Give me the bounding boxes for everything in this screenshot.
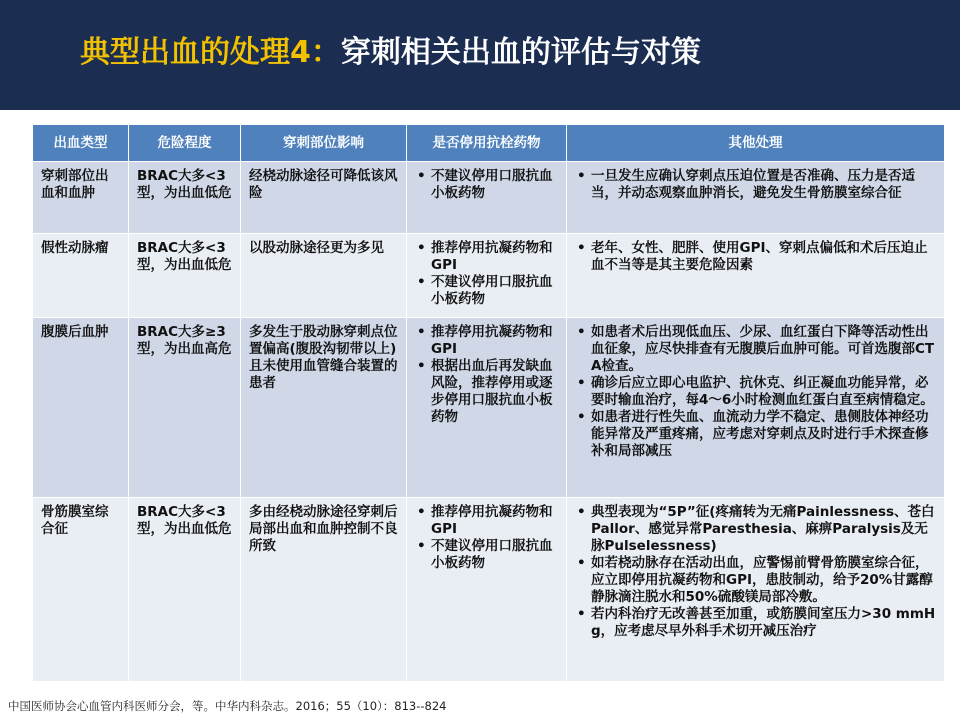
- cell-other: [567, 318, 945, 498]
- header-cell: 穿刺部位影响: [241, 125, 407, 162]
- table-row: [33, 234, 945, 318]
- cell-type: 假性动脉瘤: [33, 234, 129, 318]
- cell-risk: BRAC大多<3型，为出血低危: [129, 498, 241, 682]
- table-row: [33, 498, 945, 682]
- list-item: • 不建议停用口服抗血小板药物: [431, 168, 558, 202]
- cell-other: [567, 498, 945, 682]
- header-cell: 其他处理: [567, 125, 945, 162]
- citation: 中国医师协会心血管内科医师分会，等。中华内科杂志。2016；55（10）：813--824: [8, 699, 447, 713]
- list-item: • 推荐停用抗凝药物和GPI: [431, 504, 558, 538]
- cell-risk: BRAC大多<3型，为出血低危: [129, 234, 241, 318]
- cell-other: [567, 234, 945, 318]
- cell-risk: BRAC大多≥3型，为出血高危: [129, 318, 241, 498]
- list-item: • 推荐停用抗凝药物和GPI: [431, 240, 558, 274]
- table-row: [33, 318, 945, 498]
- bleeding-table-container: [32, 124, 944, 682]
- table-header-row: [33, 125, 945, 162]
- cell-type: 腹膜后血肿: [33, 318, 129, 498]
- cell-site: 以股动脉途径更为多见: [241, 234, 407, 318]
- list-item: • 如患者进行性失血、血流动力学不稳定、患侧肢体神经功能异常及严重疼痛，应考虑对穿刺点及时进行手术探查修补和局部减压: [591, 409, 936, 460]
- title-accent: 典型出血的处理4：: [80, 35, 341, 70]
- header-cell: 出血类型: [33, 125, 129, 162]
- list-item: • 如若桡动脉存在活动出血，应警惕前臂骨筋膜室综合征，应立即停用抗凝药物和GPI，患肢制动，给予20%甘露醇静脉滴注脱水和50%硫酸镁局部冷敷。: [591, 555, 936, 606]
- table-row: [33, 162, 945, 234]
- list-item: • 不建议停用口服抗血小板药物: [431, 274, 558, 308]
- list-item: • 典型表现为“5P”征(疼痛转为无痛Painlessness、苍白Pallor、感觉异常Paresthesia、麻痹Paralysis及无脉Pulselessness): [591, 504, 936, 555]
- cell-drugs: [407, 234, 567, 318]
- list-item: • 若内科治疗无改善甚至加重，或筋膜间室压力>30 mmHg，应考虑尽早外科手术切开减压治疗: [591, 606, 936, 640]
- list-item: • 确诊后应立即心电监护、抗休克、纠正凝血功能异常，必要时输血治疗，每4～6小时检测血红蛋白直至病情稳定。: [591, 375, 936, 409]
- header-bar: [0, 0, 960, 110]
- list-item: • 根据出血后再发缺血风险，推荐停用或逐步停用口服抗血小板药物: [431, 358, 558, 426]
- cell-drugs: [407, 162, 567, 234]
- cell-other: [567, 162, 945, 234]
- list-item: • 推荐停用抗凝药物和GPI: [431, 324, 558, 358]
- cell-site: 经桡动脉途径可降低该风险: [241, 162, 407, 234]
- cell-site: 多发生于股动脉穿刺点位置偏高(腹股沟韧带以上)且未使用血管缝合装置的患者: [241, 318, 407, 498]
- cell-drugs: [407, 318, 567, 498]
- list-item: • 一旦发生应确认穿刺点压迫位置是否准确、压力是否适当，并动态观察血肿消长，避免发生骨筋膜室综合征: [591, 168, 936, 202]
- bleeding-table: [32, 124, 945, 682]
- title-rest: 穿刺相关出血的评估与对策: [340, 35, 701, 70]
- list-item: • 不建议停用口服抗血小板药物: [431, 538, 558, 572]
- header-cell: 是否停用抗栓药物: [407, 125, 567, 162]
- cell-type: 穿刺部位出血和血肿: [33, 162, 129, 234]
- list-item: • 老年、女性、肥胖、使用GPI、穿刺点偏低和术后压迫止血不当等是其主要危险因素: [591, 240, 936, 274]
- slide-title: [80, 30, 701, 76]
- cell-type: 骨筋膜室综合征: [33, 498, 129, 682]
- cell-risk: BRAC大多<3型，为出血低危: [129, 162, 241, 234]
- header-cell: 危险程度: [129, 125, 241, 162]
- list-item: • 如患者术后出现低血压、少尿、血红蛋白下降等活动性出血征象，应尽快排查有无腹膜后血肿可能。可首选腹部CTA检查。: [591, 324, 936, 375]
- cell-site: 多由经桡动脉途径穿刺后局部出血和血肿控制不良所致: [241, 498, 407, 682]
- cell-drugs: [407, 498, 567, 682]
